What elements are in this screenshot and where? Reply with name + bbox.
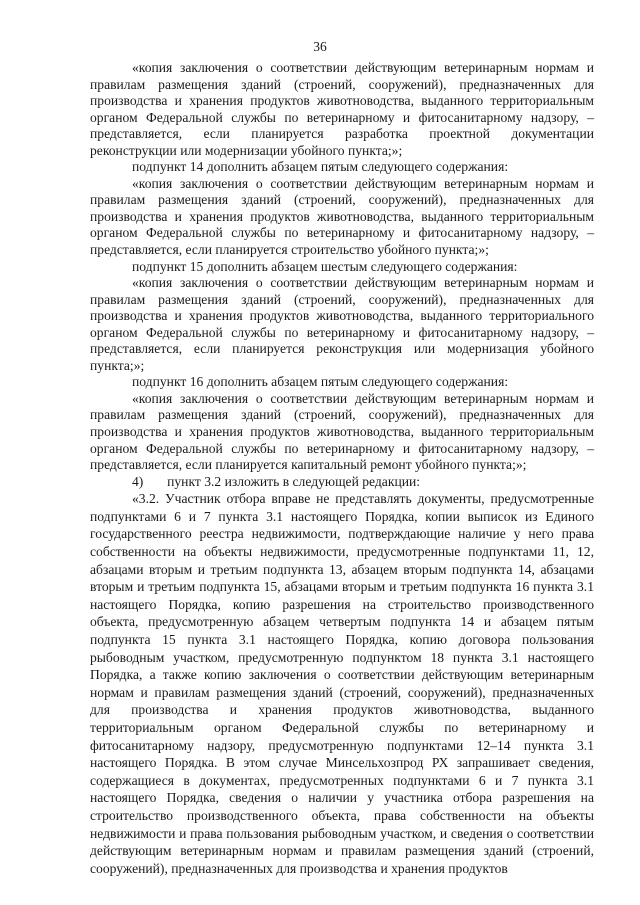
paragraph-quote-2: «копия заключения о соответствии действующим ветеринарным нормам и правилам размещения зданий (строений, сооружений), предназначенных для производства и хранения продуктов животноводства, выданного территориальным органом Федеральной службы по ветеринарному и фитосанитарному надзору, – представляется, если планируется строительство убойного пункта;»;	[90, 175, 594, 258]
paragraph-quote-1: «копия заключения о соответствии действующим ветеринарным нормам и правилам размещения зданий (строений, сооружений), предназначенных для производства и хранения продуктов животноводства, выданного территориальным органом Федеральной службы по ветеринарному и фитосанитарному надзору, – представляется, если планируется разработка проектной документации реконструкции или модернизации убойного пункта;»;	[90, 60, 594, 158]
paragraph-quote-4: «копия заключения о соответствии действующим ветеринарным нормам и правилам размещения зданий (строений, сооружений), предназначенных для производства и хранения продуктов животноводства, выданного территориальным органом Федеральной службы по ветеринарному и фитосанитарному надзору, – представляется, если планируется капитальный ремонт убойного пункта;»;	[90, 390, 594, 473]
paragraph-point-3-2: «3.2. Участник отбора вправе не представлять документы, предусмотренные подпунктами 6 и 7 пункта 3.1 настоящего Порядка, копии выписок из Единого государственного реестра недвижимости, подтверждающие наличие у него права собственности на объекты недвижимости, предусмотренные подпунктами 11, 12, абзацами вторым и третьим подпункта 13, абзацем вторым подпункта 14, абзацами вторым и третьим подпункта 15, абзацами вторым и третьим подпункта 16 пункта 3.1 настоящего Порядка, копию разрешения на строительство производственного объекта, предусмотренную абзацем четвертым подпункта 14 и абзацем пятым подпункта 15 пункта 3.1 настоящего Порядка, копию договора пользования рыбоводным участком, предусмотренную подпунктом 18 пункта 3.1 настоящего Порядка, а также копию заключения о соответствии действующим ветеринарным нормам и правилам размещения зданий (строений, сооружений), предназначенных для производства и хранения продуктов животноводства, выданного территориальным органом Федеральной службы по ветеринарному и фитосанитарному надзору, предусмотренную подпунктами 12–14 пункта 3.1 настоящего Порядка. В этом случае Минсельхозпрод РХ запрашивает сведения, содержащиеся в документах, предусмотренных подпунктами 6 и 7 пункта 3.1 настоящего Порядка, сведения о наличии у участника отбора разрешения на строительство производственного объекта, права собственности на объекты недвижимости и права пользования рыбоводным участком, и сведения о соответствии действующим ветеринарным нормам и правилам размещения зданий (строений, сооружений), предназначенных для производства и хранения продуктов	[90, 491, 594, 876]
document-body	[90, 60, 594, 877]
paragraph-item-4: 4) пункт 3.2 изложить в следующей редакции:	[132, 473, 421, 489]
paragraph-quote-3: «копия заключения о соответствии действующим ветеринарным нормам и правилам размещения зданий (строений, сооружений), предназначенных для производства и хранения продуктов животноводства, выданного территориального органом Федеральной службы по ветеринарному и фитосанитарному надзору, – представляется, если планируется реконструкция или модернизация убойного пункта;»;	[90, 275, 594, 373]
page-number: 36	[313, 39, 327, 54]
paragraph-subpoint-14: подпункт 14 дополнить абзацем пятым следующего содержания:	[132, 159, 509, 175]
paragraph-subpoint-15: подпункт 15 дополнить абзацем шестым следующего содержания:	[132, 258, 518, 274]
paragraph-subpoint-16: подпункт 16 дополнить абзацем пятым следующего содержания:	[132, 374, 509, 390]
